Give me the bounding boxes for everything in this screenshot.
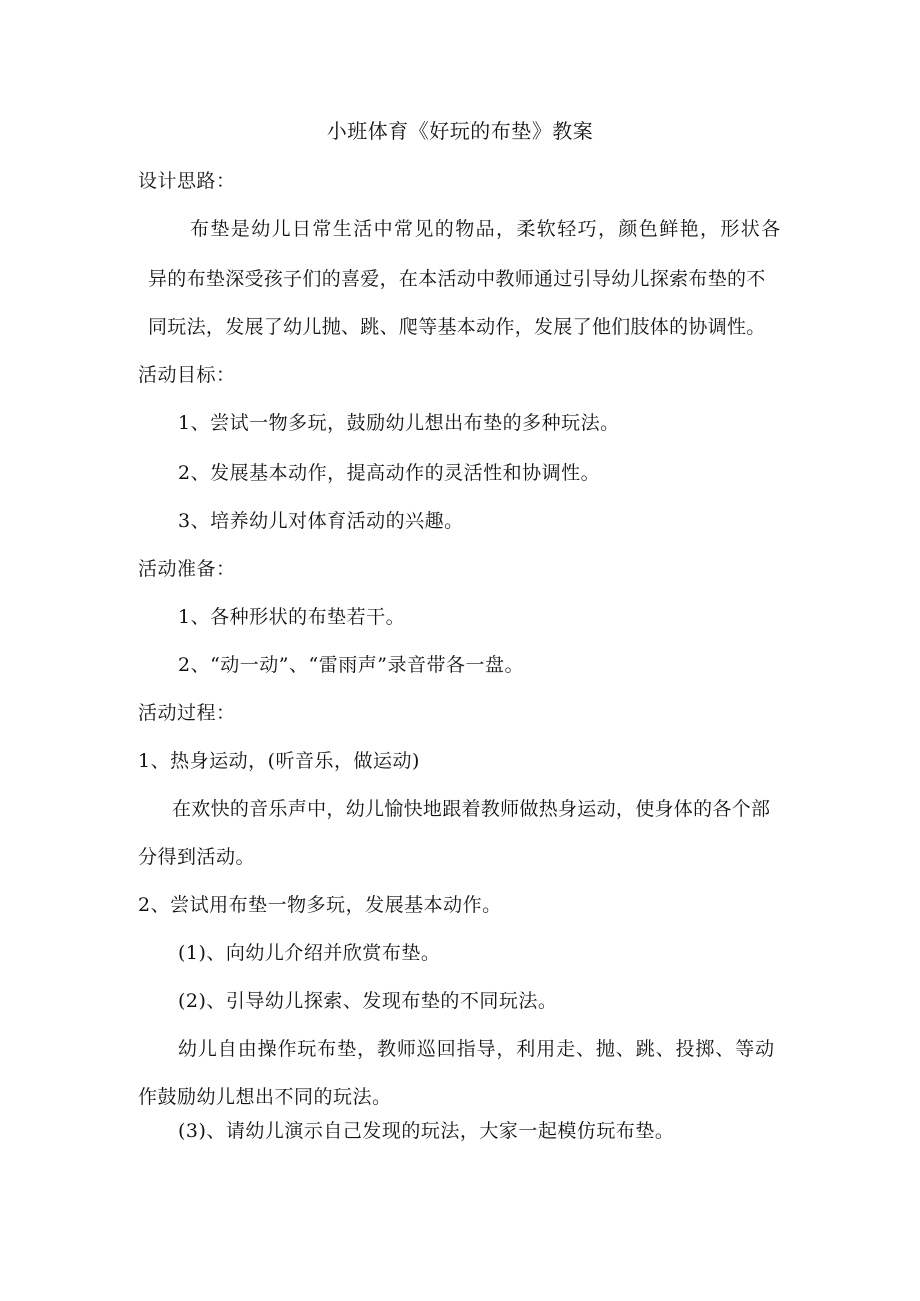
process-step-2-sub-2-line-2: 作鼓励幼儿想出不同的玩法。 [138,1086,392,1108]
process-step-2-sub-3: (3)、请幼儿演示自己发现的玩法，大家一起模仿玩布垫。 [178,1120,675,1142]
goal-item-3: 3、培养幼儿对体育活动的兴趣。 [178,510,464,532]
process-step-2-heading: 2、尝试用布垫一物多玩，发展基本动作。 [138,894,502,916]
design-idea-heading: 设计思路： [138,170,236,192]
design-idea-line-2: 异的布垫深受孩子们的喜爱，在本活动中教师通过引导幼儿探索布垫的不 [148,268,766,290]
design-idea-line-1: 布垫是幼儿日常生活中常见的物品，柔软轻巧，颜色鲜艳，形状各 [190,218,782,240]
process-step-2-sub-2-line-1: 幼儿自由操作玩布垫，教师巡回指导，利用走、抛、跳、投掷、等动 [178,1038,776,1060]
page-title: 小班体育《好玩的布垫》教案 [326,119,594,143]
preparation-item-2: 2、“动一动”、“雷雨声”录音带各一盘。 [178,654,524,676]
preparation-heading: 活动准备： [138,558,236,580]
process-step-2-sub-2: (2)、引导幼儿探索、发现布垫的不同玩法。 [178,990,558,1012]
design-idea-line-3: 同玩法，发展了幼儿抛、跳、爬等基本动作，发展了他们肢体的协调性。 [148,316,766,338]
goal-item-2: 2、发展基本动作，提高动作的灵活性和协调性。 [178,462,601,484]
process-step-1-heading: 1、热身运动，(听音乐，做运动) [138,750,420,772]
process-step-1-line-2: 分得到活动。 [138,846,256,868]
process-step-1-line-1: 在欢快的音乐声中，幼儿愉快地跟着教师做热身运动，使身体的各个部 [172,798,771,820]
process-step-2-sub-1: (1)、向幼儿介绍并欣赏布垫。 [178,942,441,964]
preparation-item-1: 1、各种形状的布垫若干。 [178,606,406,628]
process-heading: 活动过程： [138,702,236,724]
goals-heading: 活动目标： [138,364,236,386]
goal-item-1: 1、尝试一物多玩，鼓励幼儿想出布垫的多种玩法。 [178,412,620,434]
